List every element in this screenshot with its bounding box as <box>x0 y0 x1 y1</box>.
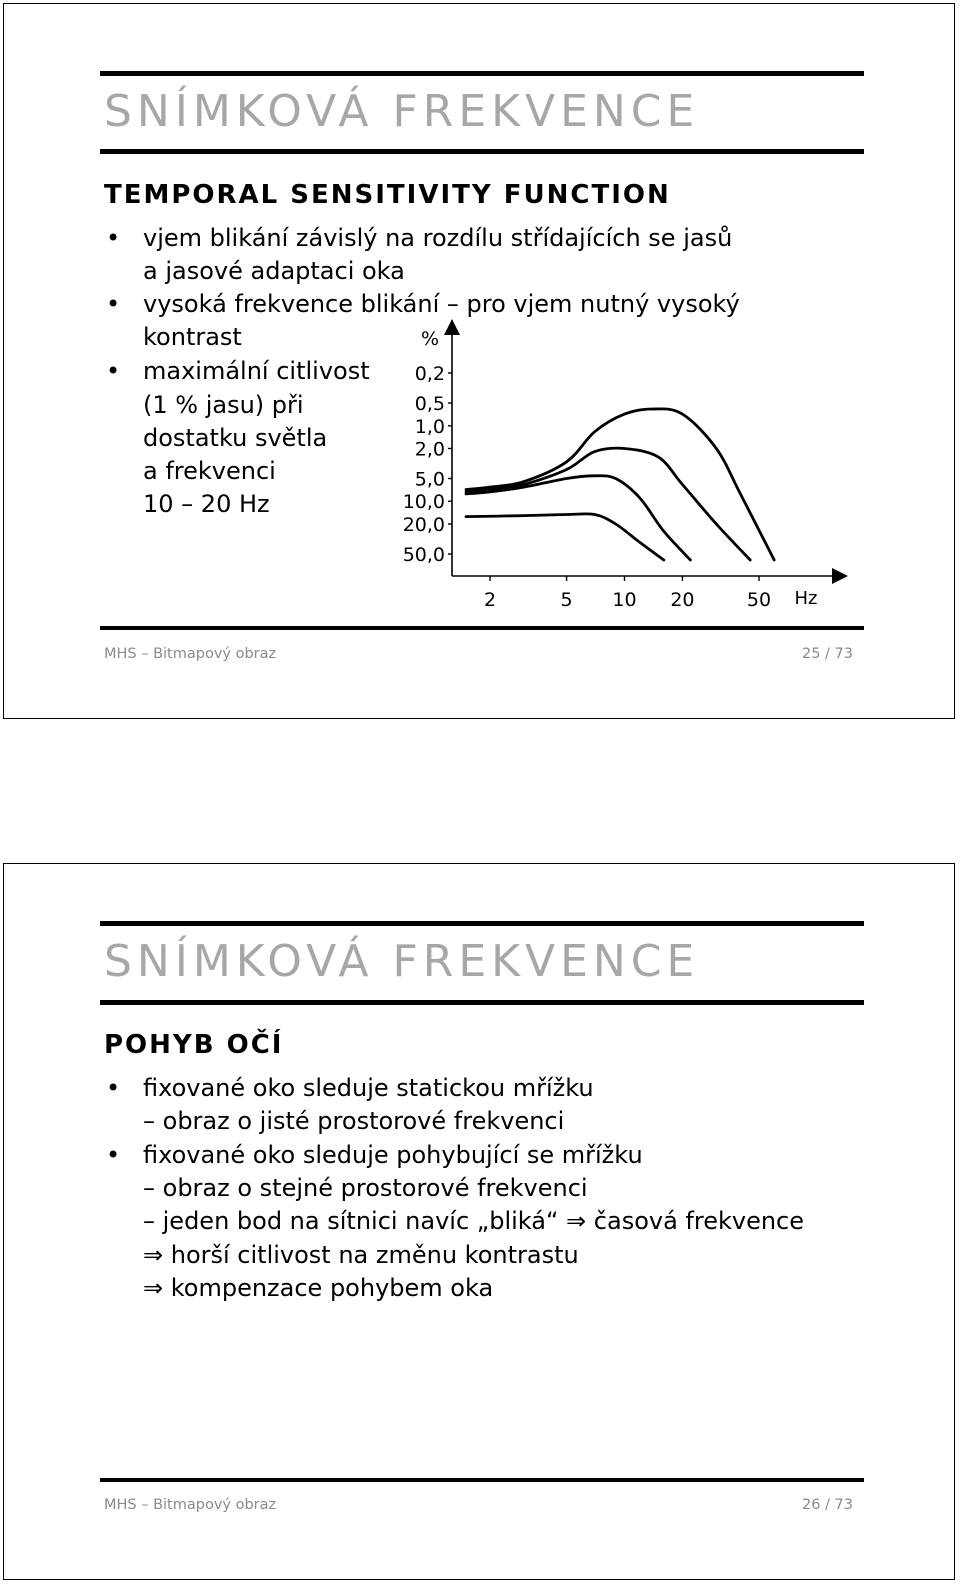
text-line: 10 – 20 Hz <box>143 490 270 518</box>
y-tick-label: 0,2 <box>414 363 445 385</box>
temporal-sensitivity-chart <box>4 4 952 716</box>
footer-rule <box>100 626 864 630</box>
text-line: a frekvenci <box>143 457 276 485</box>
y-tick-label: 2,0 <box>414 438 445 461</box>
section-heading: POHYB OČÍ <box>104 1030 284 1060</box>
slide-25 <box>3 3 955 719</box>
text-line: dostatku světla <box>143 424 328 452</box>
y-tick-label: 50,0 <box>402 544 445 566</box>
y-tick-label: 0,5 <box>414 393 445 416</box>
y-tick-label: 20,0 <box>402 513 445 536</box>
title-rule-bottom <box>100 1000 864 1005</box>
text-line: – obraz o jisté prostorové frekvenci <box>143 1107 565 1135</box>
x-axis-label: Hz <box>794 588 818 609</box>
x-tick-label: 50 <box>746 589 772 611</box>
sensitivity-curve-2 <box>466 448 750 560</box>
section-heading: TEMPORAL SENSITIVITY FUNCTION <box>104 180 671 210</box>
y-tick-label: 10,0 <box>402 491 445 514</box>
text-line: – obraz o stejné prostorové frekvenci <box>143 1174 588 1202</box>
footer-left: MHS – Bitmapový obraz <box>104 1497 277 1513</box>
bullet: • <box>106 1074 121 1102</box>
page-number: 25 / 73 <box>802 646 854 662</box>
x-tick-label: 10 <box>612 589 637 611</box>
x-tick-label: 20 <box>670 589 695 611</box>
y-tick-label: 1,0 <box>414 415 445 438</box>
page-number: 26 / 73 <box>802 1497 854 1513</box>
text-line: vjem blikání závislý na rozdílu střídajících se jasů <box>143 224 733 252</box>
text-line: maximální citlivost <box>143 357 370 385</box>
title-rule-top <box>100 921 864 926</box>
footer-rule <box>100 1478 864 1482</box>
bullet: • <box>106 290 121 318</box>
footer-left: MHS – Bitmapový obraz <box>104 646 277 662</box>
text-line: ⇒ horší citlivost na změnu kontrastu <box>143 1241 579 1269</box>
text-line: vysoká frekvence blikání – pro vjem nutný vysoký <box>143 290 740 318</box>
text-line: kontrast <box>143 323 242 351</box>
x-tick-label: 2 <box>483 589 497 611</box>
sensitivity-curve-4 <box>466 514 664 560</box>
text-line: fixované oko sleduje statickou mřížku <box>143 1074 594 1102</box>
slide-26 <box>3 863 955 1580</box>
text-line: ⇒ kompenzace pohybem oka <box>143 1274 494 1302</box>
slide-title: SNÍMKOVÁ FREKVENCE <box>104 936 700 987</box>
text-line: – jeden bod na sítnici navíc „bliká“ ⇒ časová frekvence <box>143 1207 805 1235</box>
y-tick-label: 5,0 <box>414 468 445 491</box>
bullet: • <box>106 1141 121 1169</box>
bullet: • <box>106 357 121 385</box>
slide-title: SNÍMKOVÁ FREKVENCE <box>104 86 700 137</box>
text-line: a jasové adaptaci oka <box>143 257 405 285</box>
bullet: • <box>106 224 121 252</box>
y-axis-label: % <box>420 328 440 350</box>
text-line: (1 % jasu) při <box>143 391 304 419</box>
text-line: fixované oko sleduje pohybující se mřížku <box>143 1141 643 1169</box>
x-tick-label: 5 <box>560 589 573 611</box>
